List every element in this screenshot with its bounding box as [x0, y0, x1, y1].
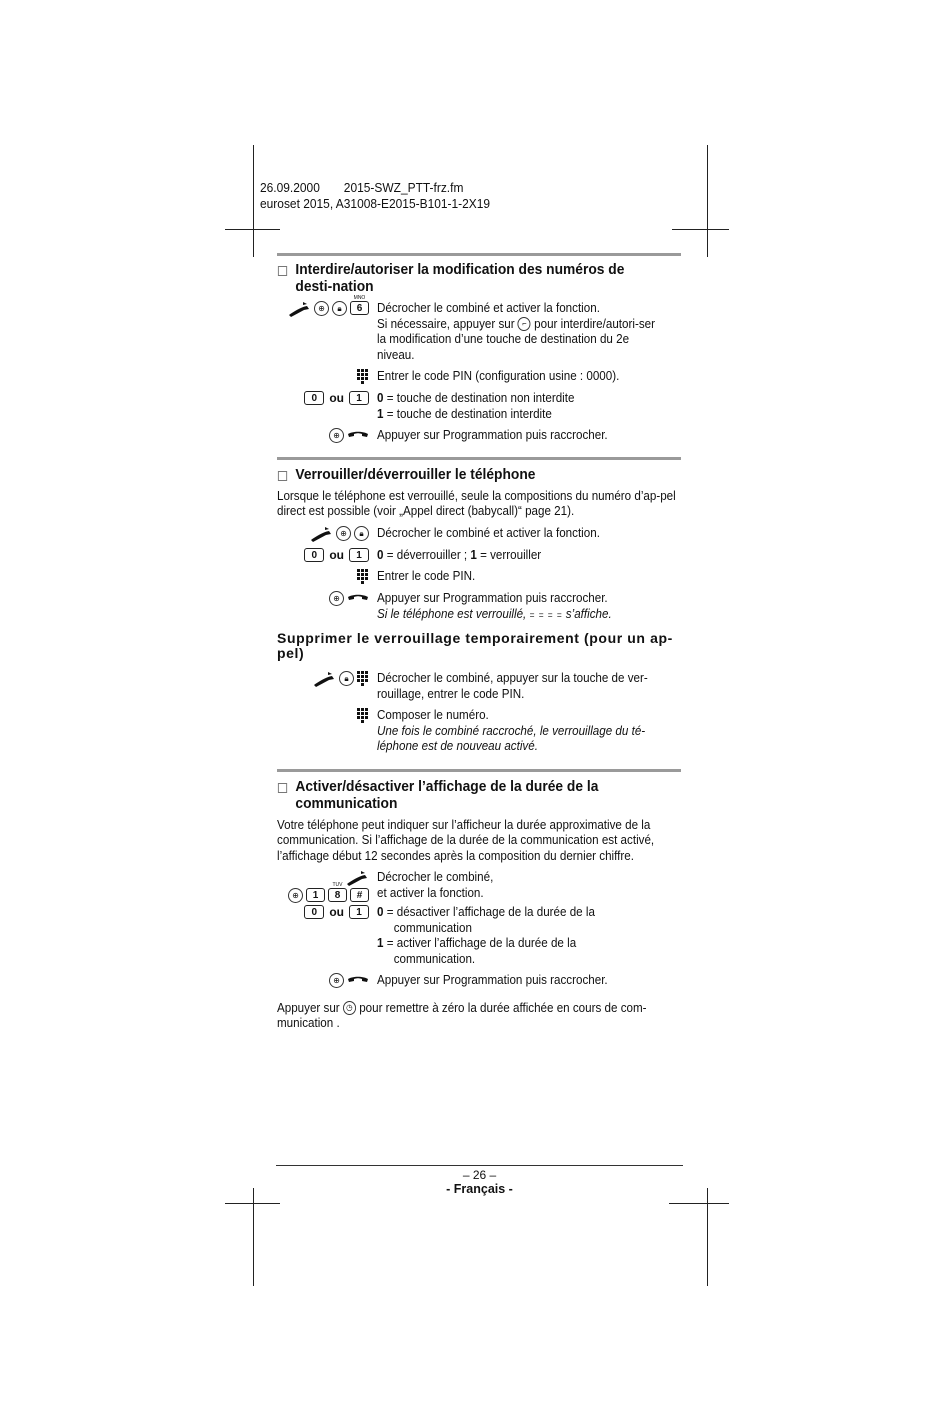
key-hash: #	[350, 888, 369, 902]
step-text: Composer le numéro. Une fois le combiné raccroché, le verrouillage du té-léphone est de nouveau activé.	[377, 708, 646, 753]
flash-key-icon: ⌐	[518, 317, 531, 331]
key-0: 0	[304, 391, 324, 405]
bullet-box-icon	[278, 471, 287, 481]
section-outro: Appuyer sur ◷ pour remettre à zéro la durée affichée en cours de com-munication .	[277, 1000, 647, 1030]
or-label: ou	[329, 391, 344, 405]
instruction-step	[277, 708, 681, 755]
lock-display-glyph: = = = =	[529, 609, 563, 620]
instruction-step	[277, 591, 681, 623]
section-rule	[277, 769, 681, 772]
keypad-icon	[357, 708, 369, 724]
bullet-box-icon	[278, 783, 287, 793]
footer-rule	[276, 1165, 683, 1166]
crop-mark	[253, 145, 254, 257]
key-1: 1	[306, 888, 325, 902]
header-file: 2015-SWZ_PTT-frz.fm	[343, 180, 464, 195]
crop-mark	[707, 145, 708, 257]
instruction-step	[277, 671, 681, 702]
step-text: Entrer le code PIN.	[377, 569, 476, 583]
step-icons	[277, 295, 377, 363]
keypad-icon	[357, 369, 369, 385]
step-text: Appuyer sur Programmation puis raccrocher.	[377, 428, 608, 442]
programming-key-icon: ⊕	[329, 428, 344, 443]
header-date: 26.09.2000	[260, 180, 320, 195]
programming-key-icon: ⊕	[336, 526, 351, 541]
document-header	[260, 180, 490, 212]
key-6: MNO 6	[350, 301, 369, 315]
programming-key-icon: ⊕	[329, 591, 344, 606]
key-0: 0	[304, 905, 324, 919]
instruction-step	[277, 391, 681, 422]
lock-key-icon: 🔒︎	[339, 671, 354, 686]
handset-lift-icon	[287, 301, 311, 317]
step-text: Décrocher le combiné et activer la fonction.	[377, 525, 600, 540]
section-rule	[277, 253, 681, 256]
handset-hangup-icon	[347, 973, 369, 987]
keypad-icon	[357, 569, 369, 585]
instruction-step	[277, 526, 681, 542]
instruction-step	[277, 870, 681, 903]
step-text: 0 = touche de destination non interdite 1 = touche de destination interdite	[377, 391, 575, 421]
step-text: 0 = désactiver l’affichage de la durée de la communication 1 = activer l’affichage de la durée de la communication.	[377, 905, 595, 966]
header-model: euroset 2015, A31008-E2015-B101-1-2X19	[260, 196, 491, 211]
step-text: Entrer le code PIN (configuration usine : 0000).	[377, 369, 620, 383]
keypad-icon	[357, 671, 369, 687]
step-text: Décrocher le combiné, et activer la fonction.	[377, 870, 494, 900]
crop-mark	[225, 1203, 280, 1204]
instruction-step	[277, 428, 681, 444]
handset-lift-icon	[345, 870, 369, 886]
programming-key-icon: ⊕	[329, 973, 344, 988]
instruction-step	[277, 569, 681, 585]
programming-key-icon: ⊕	[288, 888, 303, 903]
section-title: Interdire/autoriser la modification des numéros de desti-nation	[277, 261, 682, 295]
handset-lift-icon	[309, 526, 333, 542]
step-text: Décrocher le combiné, appuyer sur la touche de ver-rouillage, entrer le code PIN.	[377, 671, 648, 701]
handset-lift-icon	[312, 671, 336, 687]
section-title: Verrouiller/déverrouiller le téléphone	[277, 466, 682, 483]
bullet-box-icon	[278, 266, 287, 276]
page-number: – 26 –	[462, 1168, 497, 1182]
subsection-title: Supprimer le verrouillage temporairement (pour un ap-pel)	[277, 630, 673, 661]
instruction-step	[277, 295, 681, 363]
handset-hangup-icon	[347, 591, 369, 605]
key-1: 1	[349, 905, 369, 919]
handset-hangup-icon	[347, 428, 369, 442]
section-rule	[277, 457, 681, 460]
or-label: ou	[329, 547, 344, 562]
key-8: TUV 8	[328, 888, 347, 902]
instruction-step	[277, 548, 681, 564]
crop-mark	[672, 229, 729, 230]
step-text: Appuyer sur Programmation puis raccrocher. Si le téléphone est verrouillé, = = = = s’affiche.	[377, 591, 612, 621]
section-intro: Lorsque le téléphone est verrouillé, seule la compositions du numéro d’ap-pel direct est possible (voir „Appel direct (babycall)“ page 21).	[277, 488, 676, 518]
crop-mark	[225, 229, 280, 230]
instruction-step	[277, 973, 681, 989]
step-text: Appuyer sur Programmation puis raccrocher.	[377, 973, 608, 987]
lock-key-icon: 🔒︎	[332, 301, 347, 316]
main-content	[277, 253, 681, 1038]
instruction-step	[277, 369, 681, 385]
or-label: ou	[329, 905, 344, 919]
section-intro: Votre téléphone peut indiquer sur l’afficheur la durée approximative de la communication. Si l’affichage de la durée de la communication est activé, l’affichage début 12 secondes après la composition du dernier chiffre.	[277, 817, 655, 863]
step-text: 0 = déverrouiller ; 1 = verrouiller	[377, 547, 542, 562]
programming-key-icon: ⊕	[314, 301, 329, 316]
key-1: 1	[349, 548, 369, 562]
lock-key-icon: 🔒︎	[354, 526, 369, 541]
instruction-step	[277, 905, 681, 967]
section-title: Activer/désactiver l’affichage de la durée de la communication	[277, 778, 682, 812]
key-0: 0	[304, 548, 324, 562]
step-text: Décrocher le combiné et activer la fonction. Si nécessaire, appuyer sur ⌐ pour interdire/autori-ser la modification d’une touche de destination du 2e niveau.	[377, 301, 655, 362]
crop-mark	[669, 1203, 729, 1204]
language-label: - Français -	[446, 1182, 513, 1196]
timer-key-icon: ◷	[343, 1001, 356, 1015]
key-1: 1	[349, 391, 369, 405]
